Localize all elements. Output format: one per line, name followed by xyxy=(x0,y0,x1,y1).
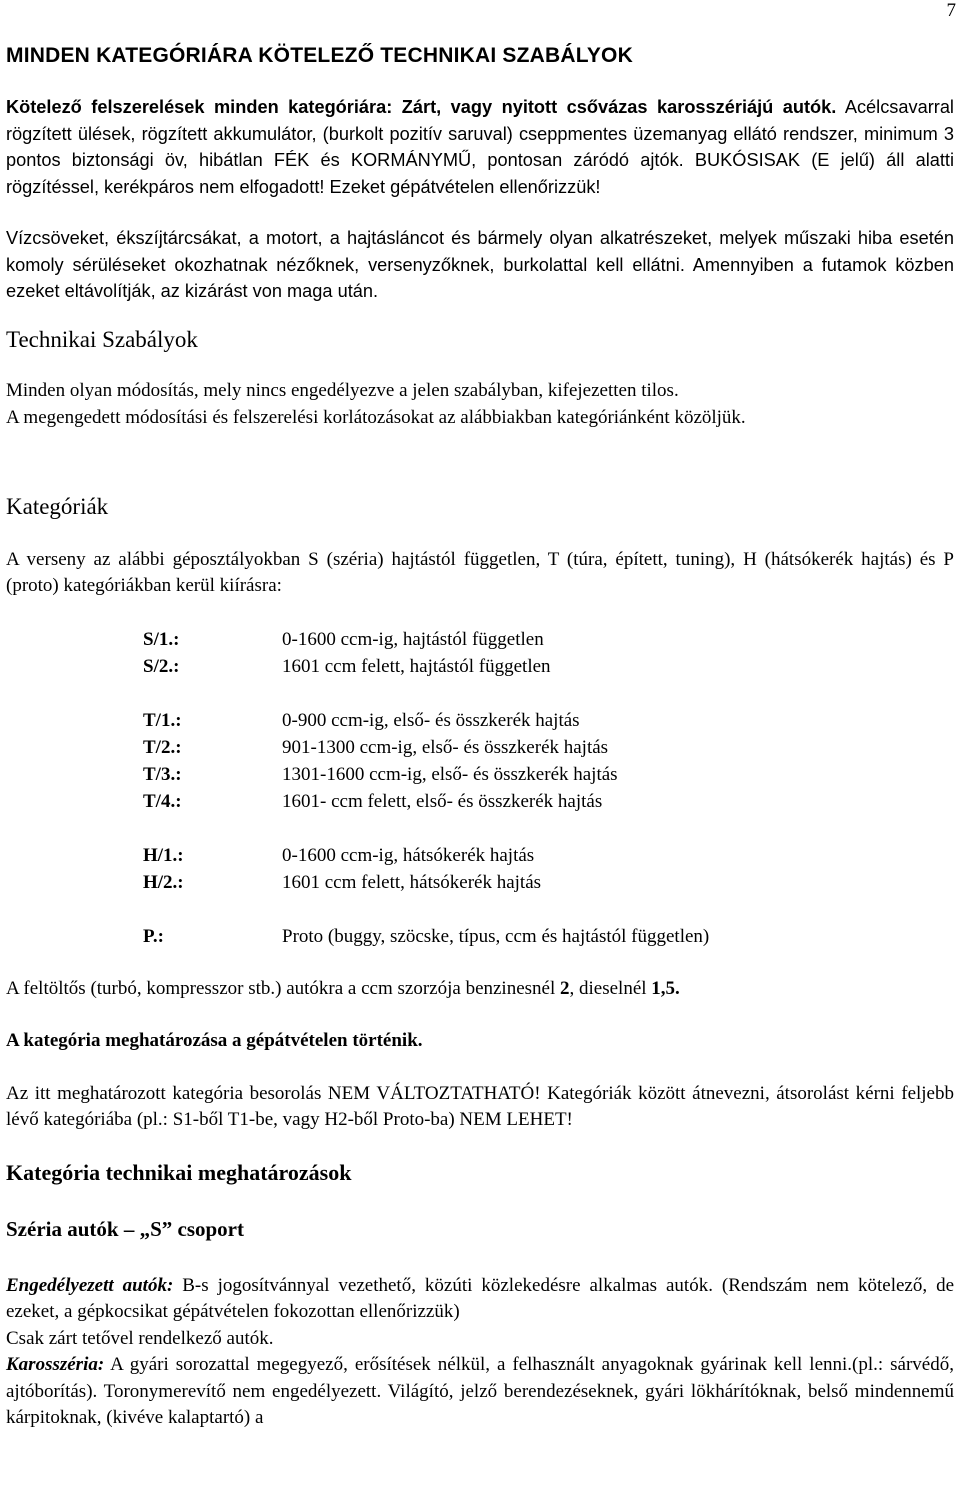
series-heading: Széria autók – „S” csoport xyxy=(6,1217,244,1241)
page-number: 7 xyxy=(946,0,956,21)
closed-roof-line: Csak zárt tetővel rendelkező autók. xyxy=(6,1327,274,1349)
category-row xyxy=(143,923,954,950)
categories-intro: A verseny az alábbi géposztályokban S (széria) hajtástól független, T (túra, épített, tuning), H (hátsókerék hajtás) és P (proto) kategóriákban kerül kiírásra: xyxy=(6,548,954,596)
technical-rules-line-2: A megengedett módosítási és felszerelési korlátozásokat az alábbiakban kategóriánként közöljük. xyxy=(6,406,746,428)
turbo-end: . xyxy=(675,977,680,999)
category-description: Proto (buggy, szöcske, típus, ccm és hajtástól független) xyxy=(282,925,710,947)
document-page xyxy=(6,44,954,1432)
categories-heading: Kategóriák xyxy=(6,494,109,519)
turbo-petrol-value: 2 xyxy=(560,977,570,999)
allowed-cars-text: B-s jogosítvánnyal vezethető, közúti közlekedésre alkalmas autók. (Rendszám nem kötelező, de ezeket, a gépkocsikat gépátvételen fokozottan ellenőrizzük) xyxy=(6,1274,955,1322)
category-row xyxy=(143,734,954,761)
category-row xyxy=(143,626,954,653)
category-code: H/1.: xyxy=(143,844,184,866)
category-list xyxy=(143,626,954,950)
category-code: S/2.: xyxy=(143,655,180,677)
category-description: 0-900 ccm-ig, első- és összkerék hajtás xyxy=(282,709,580,731)
tech-definitions-heading: Kategória technikai meghatározások xyxy=(6,1159,352,1185)
components-paragraph: Vízcsöveket, ékszíjtárcsákat, a motort, a hajtásláncot és bármely olyan alkatrészeket, melyek műszaki hiba esetén komoly sérüléseket okozhatnak nézőknek, versenyzőknek, burkolattal kell ellátni. Amennyiben a futamok közben ezeket eltávolítják, az kizárást von maga után. xyxy=(6,228,954,301)
turbo-diesel-value: 1,5 xyxy=(651,977,676,999)
category-determination: A kategória meghatározása a gépátvételen történik. xyxy=(6,1030,423,1051)
turbo-text: A feltöltős (turbó, kompresszor stb.) autókra a ccm szorzója benzinesnél xyxy=(6,977,560,999)
main-title: MINDEN KATEGÓRIÁRA KÖTELEZŐ TECHNIKAI SZABÁLYOK xyxy=(6,44,633,67)
body-text: A gyári sorozattal megegyező, erősítések nélkül, a felhasznált anyagoknak gyárinak kell lenni.(pl.: sárvédő, ajtóborítás). Toronymerevítő nem engedélyezett. Világító, jelző berendezéseknek, gyári lökhárítóknak, belső mindennemű kárpitoknak, (kivéve kalaptartó) a xyxy=(6,1354,954,1428)
category-description: 1601 ccm felett, hátsókerék hajtás xyxy=(282,871,542,893)
body-label: Karosszéria: xyxy=(6,1354,105,1375)
category-row xyxy=(143,842,954,869)
intro-text: Acélcsavarral rögzített ülések, rögzített akkumulátor, (burkolt pozitív saruval) cseppmentes üzemanyag ellátó rendszer, minimum 3 pontos biztonsági öv, hibátlan FÉK és KORMÁNYMŰ, pontosan záródó ajtók. BUKÓSISAK (E jelű) áll alatti rögzítéssel, kerékpáros nem elfogadott! Ezeket gépátvételen ellenőrizzük! xyxy=(6,97,954,197)
turbo-mid-text: , dieselnél xyxy=(569,977,652,999)
turbo-multiplier-text xyxy=(6,976,954,1003)
category-row xyxy=(143,788,954,815)
technical-rules-heading: Technikai Szabályok xyxy=(6,326,198,352)
category-row xyxy=(143,653,954,680)
category-fixed-notice: Az itt meghatározott kategória besorolás NEM VÁLTOZTATHATÓ! Kategóriák között átnevezni, átsorolást kérni feljebb lévő kategóriába (pl.: S1-ből T1-be, vagy H2-ből Proto-ba) NEM LEHET! xyxy=(6,1082,954,1130)
category-row xyxy=(143,869,954,896)
tech-definitions-section xyxy=(6,1160,954,1432)
allowed-cars-label: Engedélyezett autók: xyxy=(6,1274,174,1296)
body-paragraph xyxy=(6,1352,954,1432)
intro-bold-lead: Kötelező felszerelések minden kategóriára: Zárt, vagy nyitott csővázas karosszériájú autók. xyxy=(6,97,837,117)
category-code: S/1.: xyxy=(143,628,180,650)
category-row xyxy=(143,707,954,734)
technical-rules-line-1: Minden olyan módosítás, mely nincs engedélyezve a jelen szabályban, kifejezetten tilos. xyxy=(6,380,679,401)
allowed-cars-paragraph xyxy=(6,1273,954,1326)
category-code: H/2.: xyxy=(143,871,184,893)
intro-paragraph xyxy=(6,94,954,200)
category-description: 1301-1600 ccm-ig, első- és összkerék hajtás xyxy=(282,763,618,785)
category-code: T/4.: xyxy=(143,790,182,812)
category-description: 1601 ccm felett, hajtástól független xyxy=(282,655,551,677)
category-description: 901-1300 ccm-ig, első- és összkerék hajtás xyxy=(282,736,609,758)
category-code: T/1.: xyxy=(143,709,182,731)
categories-section xyxy=(6,494,954,1134)
category-code: T/3.: xyxy=(143,763,182,785)
category-description: 0-1600 ccm-ig, hátsókerék hajtás xyxy=(282,844,535,866)
category-description: 1601- ccm felett, első- és összkerék hajtás xyxy=(282,790,603,812)
category-code: P.: xyxy=(143,925,164,947)
technical-rules-section xyxy=(6,327,954,432)
category-row xyxy=(143,761,954,788)
category-code: T/2.: xyxy=(143,736,182,758)
category-description: 0-1600 ccm-ig, hajtástól független xyxy=(282,628,544,650)
